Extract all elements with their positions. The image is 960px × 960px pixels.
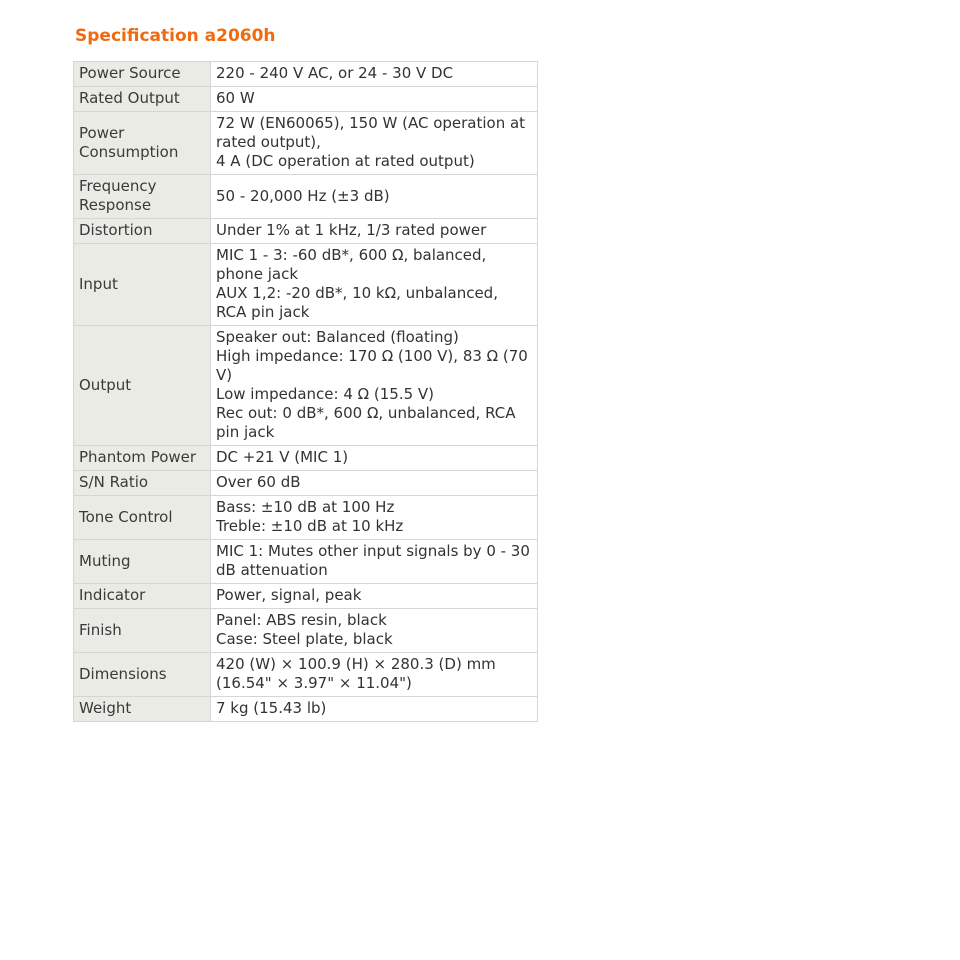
table-row — [74, 87, 538, 112]
spec-value — [211, 471, 538, 496]
spec-value — [211, 584, 538, 609]
spec-label: Phantom Power — [74, 446, 211, 471]
table-row — [74, 62, 538, 87]
spec-label: Indicator — [74, 584, 211, 609]
spec-label: Power Consumption — [74, 112, 211, 175]
spec-value-line: 420 (W) × 100.9 (H) × 280.3 (D) mm (16.54" × 3.97" × 11.04") — [216, 655, 496, 692]
spec-value — [211, 219, 538, 244]
spec-value-line: MIC 1: Mutes other input signals by 0 - 30 dB attenuation — [216, 542, 530, 579]
spec-label: Dimensions — [74, 653, 211, 697]
table-row — [74, 653, 538, 697]
spec-value — [211, 653, 538, 697]
spec-value-line: Under 1% at 1 kHz, 1/3 rated power — [216, 221, 487, 239]
spec-value — [211, 609, 538, 653]
spec-value — [211, 496, 538, 540]
spec-label: Output — [74, 326, 211, 446]
spec-label: Input — [74, 244, 211, 326]
spec-table — [73, 61, 538, 722]
spec-value-line: 7 kg (15.43 lb) — [216, 699, 327, 717]
spec-value-line: Bass: ±10 dB at 100 Hz — [216, 498, 395, 516]
spec-value — [211, 540, 538, 584]
spec-value-line: 4 A (DC operation at rated output) — [216, 152, 475, 170]
spec-label: Muting — [74, 540, 211, 584]
table-row — [74, 609, 538, 653]
spec-value — [211, 446, 538, 471]
spec-value — [211, 175, 538, 219]
spec-label: Finish — [74, 609, 211, 653]
spec-value — [211, 244, 538, 326]
spec-label: Tone Control — [74, 496, 211, 540]
table-row — [74, 496, 538, 540]
table-row — [74, 697, 538, 722]
spec-value-line: 72 W (EN60065), 150 W (AC operation at rated output), — [216, 114, 526, 151]
spec-label: S/N Ratio — [74, 471, 211, 496]
spec-value — [211, 62, 538, 87]
spec-value — [211, 697, 538, 722]
table-row — [74, 446, 538, 471]
spec-value-line: Over 60 dB — [216, 473, 301, 491]
table-row — [74, 584, 538, 609]
spec-value-line: Panel: ABS resin, black — [216, 611, 387, 629]
spec-value — [211, 87, 538, 112]
table-row — [74, 471, 538, 496]
table-row — [74, 326, 538, 446]
spec-value-line: 50 - 20,000 Hz (±3 dB) — [216, 186, 390, 205]
spec-value-line: Treble: ±10 dB at 10 kHz — [216, 517, 404, 535]
page-title: Specification a2060h — [75, 26, 276, 46]
spec-value-line: Rec out: 0 dB*, 600 Ω, unbalanced, RCA pin jack — [216, 404, 516, 441]
spec-value-line: 60 W — [216, 89, 255, 107]
spec-label: Power Source — [74, 62, 211, 87]
table-row — [74, 219, 538, 244]
spec-value-line: Case: Steel plate, black — [216, 630, 393, 648]
spec-value-line: 220 - 240 V AC, or 24 - 30 V DC — [216, 64, 454, 82]
spec-label: Frequency Response — [74, 175, 211, 219]
spec-value-line: DC +21 V (MIC 1) — [216, 448, 349, 466]
table-row — [74, 540, 538, 584]
table-row — [74, 244, 538, 326]
table-row — [74, 175, 538, 219]
table-row — [74, 112, 538, 175]
spec-value — [211, 112, 538, 175]
spec-value-line: AUX 1,2: -20 dB*, 10 kΩ, unbalanced, RCA pin jack — [216, 284, 498, 321]
spec-label: Distortion — [74, 219, 211, 244]
spec-label: Rated Output — [74, 87, 211, 112]
spec-value-line: Power, signal, peak — [216, 586, 362, 604]
spec-value-line: MIC 1 - 3: -60 dB*, 600 Ω, balanced, phone jack — [216, 246, 487, 283]
spec-label: Weight — [74, 697, 211, 722]
spec-table-body — [74, 62, 538, 722]
spec-value-line: Low impedance: 4 Ω (15.5 V) — [216, 385, 435, 403]
spec-value-line: Speaker out: Balanced (floating) — [216, 328, 459, 346]
spec-value — [211, 326, 538, 446]
spec-value-line: High impedance: 170 Ω (100 V), 83 Ω (70 V) — [216, 347, 528, 384]
